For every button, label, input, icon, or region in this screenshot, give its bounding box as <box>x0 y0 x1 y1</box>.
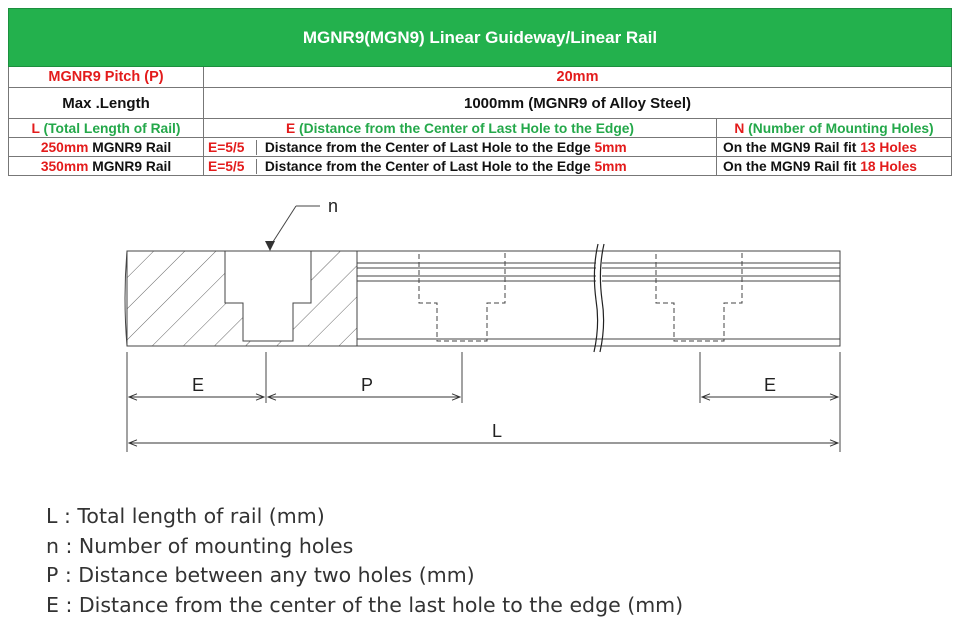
row-e: E=5/5 Distance from the Center of Last Hole to the Edge 5mm <box>204 138 717 157</box>
legend-item-e: E : Distance from the center of the last hole to the edge (mm) <box>46 592 684 617</box>
col-header-l: L (Total Length of Rail) <box>9 119 204 138</box>
row-holes: On the MGN9 Rail fit 13 Holes <box>717 138 952 157</box>
pitch-value: 20mm <box>204 67 952 88</box>
pitch-label: MGNR9 Pitch (P) <box>9 67 204 88</box>
n-arrow <box>265 241 275 251</box>
row-holes: On the MGN9 Rail fit 18 Holes <box>717 157 952 176</box>
table-title: MGNR9(MGN9) Linear Guideway/Linear Rail <box>9 9 952 67</box>
max-length-label: Max .Length <box>9 88 204 119</box>
legend-item-l: L : Total length of rail (mm) <box>46 504 325 528</box>
label-e-left: E <box>191 375 205 395</box>
label-l: L <box>491 421 503 441</box>
row-e: E=5/5 Distance from the Center of Last Hole to the Edge 5mm <box>204 157 717 176</box>
label-n: n <box>327 196 339 216</box>
col-header-n: N (Number of Mounting Holes) <box>717 119 952 138</box>
row-length: 250mm MGNR9 Rail <box>9 138 204 157</box>
max-length-value: 1000mm (MGNR9 of Alloy Steel) <box>204 88 952 119</box>
legend-item-p: P : Distance between any two holes (mm) <box>46 563 475 587</box>
row-length: 350mm MGNR9 Rail <box>9 157 204 176</box>
label-p: P <box>360 375 374 395</box>
legend-item-n: n : Number of mounting holes <box>46 533 354 558</box>
col-header-e: E (Distance from the Center of Last Hole to the Edge) <box>204 119 717 138</box>
label-e-right: E <box>763 375 777 395</box>
legend <box>46 502 683 620</box>
